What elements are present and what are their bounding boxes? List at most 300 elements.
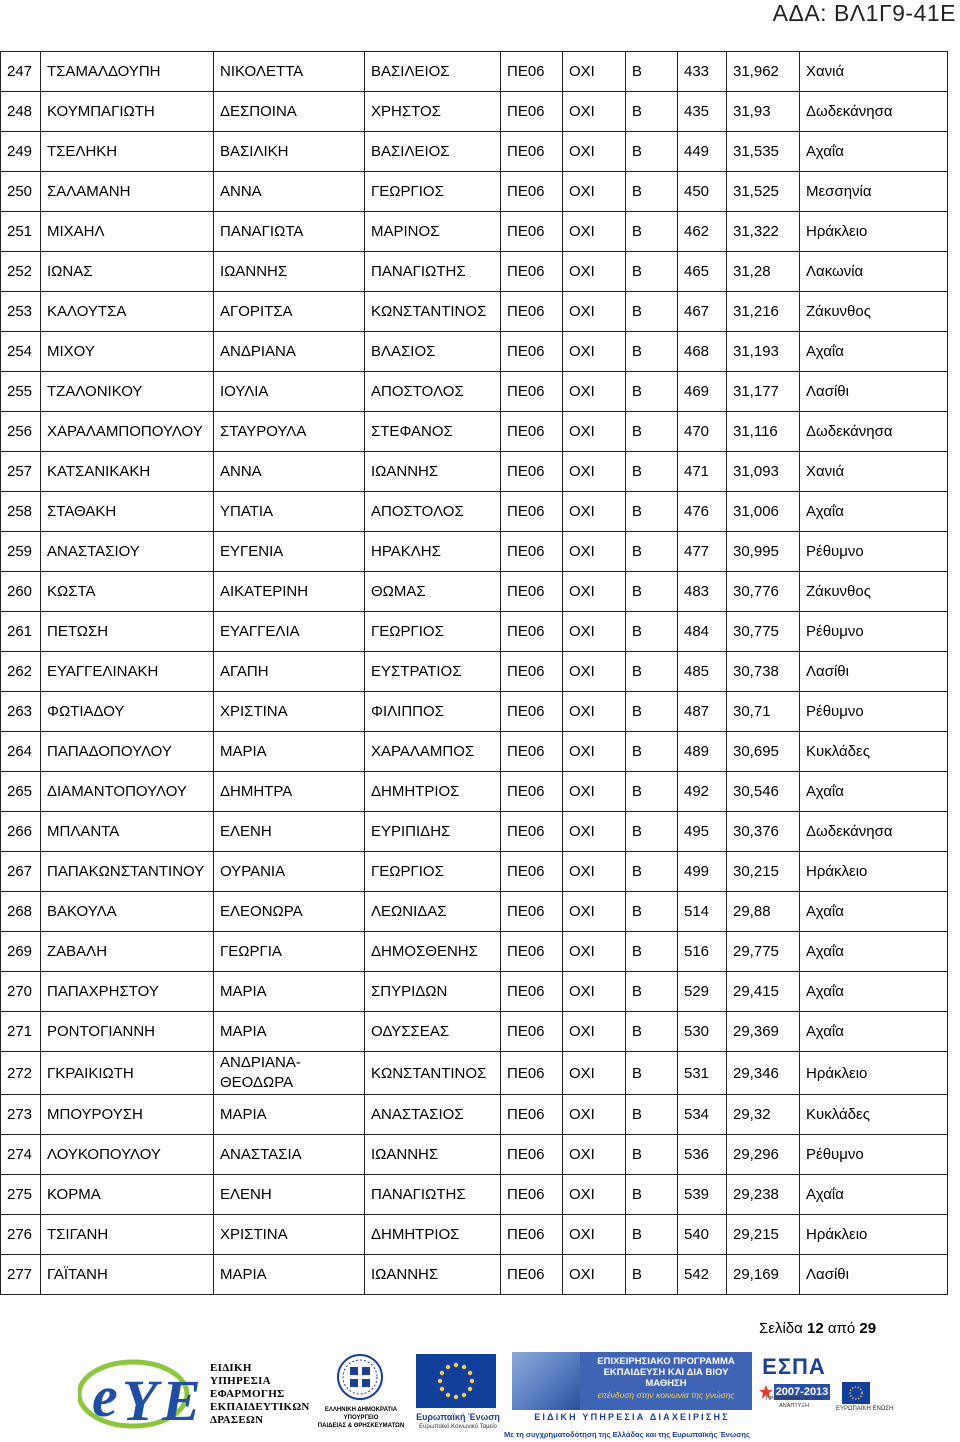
table-row	[1, 252, 948, 292]
cell-specialty: ΠΕ06	[501, 572, 563, 612]
cell-first-name: ΠΑΝΑΓΙΩΤΑ	[214, 212, 365, 252]
cell-first-name: ΔΕΣΠΟΙΝΑ	[214, 92, 365, 132]
page-separator: από	[823, 1320, 860, 1337]
cell-first-name: ΕΥΓΕΝΙΑ	[214, 532, 365, 572]
cell-specialty: ΠΕ06	[501, 972, 563, 1012]
cell-rank: 495	[678, 812, 727, 852]
table-row	[1, 132, 948, 172]
cell-row-number: 266	[1, 812, 41, 852]
program-title: ΕΠΙΧΕΙΡΗΣΙΑΚΟ ΠΡΟΓΡΑΜΜΑ ΕΚΠΑΙΔΕΥΣΗ ΚΑΙ ΔΙΑ ΒΙΟΥ ΜΑΘΗΣΗ	[597, 1356, 735, 1389]
cell-surname: ΜΠΛΑΝΤΑ	[41, 812, 214, 852]
cell-region: Δωδεκάνησα	[800, 812, 948, 852]
espa-years: 2007-2013	[775, 1386, 829, 1398]
cell-father-name: ΗΡΑΚΛΗΣ	[365, 532, 501, 572]
cell-region: Ρέθυμνο	[800, 1135, 948, 1175]
cell-row-number: 256	[1, 412, 41, 452]
ministry-line: ΠΑΙΔΕΙΑΣ & ΘΡΗΣΚΕΥΜΑΤΩΝ	[317, 1423, 405, 1429]
cell-rank: 539	[678, 1175, 727, 1215]
cell-father-name: ΠΑΝΑΓΙΩΤΗΣ	[365, 252, 501, 292]
ministry-line: ΕΛΛΗΝΙΚΗ ΔΗΜΟΚΡΑΤΙΑ	[324, 1407, 398, 1413]
cell-flag: ΟΧΙ	[563, 1012, 626, 1052]
cell-father-name: ΧΑΡΑΛΑΜΠΟΣ	[365, 732, 501, 772]
cell-specialty: ΠΕ06	[501, 52, 563, 92]
cell-first-name: ΜΑΡΙΑ	[214, 1095, 365, 1135]
cell-row-number: 269	[1, 932, 41, 972]
cell-score: 31,093	[727, 452, 800, 492]
cell-row-number: 254	[1, 332, 41, 372]
cell-score: 30,546	[727, 772, 800, 812]
svg-text:Y: Y	[122, 1368, 158, 1433]
cell-row-number: 277	[1, 1255, 41, 1295]
cell-region: Λασίθι	[800, 652, 948, 692]
cell-category: Β	[626, 332, 678, 372]
cell-specialty: ΠΕ06	[501, 652, 563, 692]
table-row	[1, 772, 948, 812]
cell-category: Β	[626, 1095, 678, 1135]
cell-specialty: ΠΕ06	[501, 372, 563, 412]
cell-specialty: ΠΕ06	[501, 932, 563, 972]
cell-father-name: ΒΛΑΣΙΟΣ	[365, 332, 501, 372]
cell-category: Β	[626, 252, 678, 292]
cell-rank: 542	[678, 1255, 727, 1295]
cell-specialty: ΠΕ06	[501, 92, 563, 132]
cell-rank: 534	[678, 1095, 727, 1135]
cell-father-name: ΚΩΝΣΤΑΝΤΙΝΟΣ	[365, 1052, 501, 1095]
cell-region: Ρέθυμνο	[800, 532, 948, 572]
cell-score: 29,88	[727, 892, 800, 932]
page-current: 12	[806, 1320, 824, 1337]
cell-score: 31,962	[727, 52, 800, 92]
cell-row-number: 265	[1, 772, 41, 812]
cell-flag: ΟΧΙ	[563, 972, 626, 1012]
table-row	[1, 1175, 948, 1215]
cell-region: Λασίθι	[800, 1255, 948, 1295]
table-row	[1, 692, 948, 732]
cell-specialty: ΠΕ06	[501, 212, 563, 252]
cell-specialty: ΠΕ06	[501, 532, 563, 572]
cell-rank: 530	[678, 1012, 727, 1052]
cell-first-name: ΕΥΑΓΓΕΛΙΑ	[214, 612, 365, 652]
cell-score: 31,177	[727, 372, 800, 412]
cell-category: Β	[626, 52, 678, 92]
cell-surname: ΖΑΒΑΛΗ	[41, 932, 214, 972]
cell-first-name: ΧΡΙΣΤΙΝΑ	[214, 1215, 365, 1255]
cell-row-number: 274	[1, 1135, 41, 1175]
cell-specialty: ΠΕ06	[501, 732, 563, 772]
cell-region: Αχαΐα	[800, 932, 948, 972]
cell-father-name: ΛΕΩΝΙΔΑΣ	[365, 892, 501, 932]
cell-flag: ΟΧΙ	[563, 1052, 626, 1095]
cell-row-number: 255	[1, 372, 41, 412]
cell-rank: 477	[678, 532, 727, 572]
cell-specialty: ΠΕ06	[501, 812, 563, 852]
cell-father-name: ΑΝΑΣΤΑΣΙΟΣ	[365, 1095, 501, 1135]
cell-surname: ΛΟΥΚΟΠΟΥΛΟΥ	[41, 1135, 214, 1175]
cell-row-number: 268	[1, 892, 41, 932]
cell-score: 30,738	[727, 652, 800, 692]
cell-father-name: ΘΩΜΑΣ	[365, 572, 501, 612]
cell-category: Β	[626, 452, 678, 492]
cell-first-name: ΙΩΑΝΝΗΣ	[214, 252, 365, 292]
cell-specialty: ΠΕ06	[501, 132, 563, 172]
cell-score: 29,775	[727, 932, 800, 972]
cell-region: Ηράκλειο	[800, 212, 948, 252]
cell-surname: ΠΕΤΩΣΗ	[41, 612, 214, 652]
cell-region: Αχαΐα	[800, 1175, 948, 1215]
cell-category: Β	[626, 1215, 678, 1255]
ministry-line: ΥΠΟΥΡΓΕΙΟ	[343, 1415, 379, 1421]
cell-surname: ΤΖΑΛΟΝΙΚΟΥ	[41, 372, 214, 412]
cell-surname: ΧΑΡΑΛΑΜΠΟΠΟΥΛΟΥ	[41, 412, 214, 452]
table-row	[1, 932, 948, 972]
cell-specialty: ΠΕ06	[501, 412, 563, 452]
cell-region: Αχαΐα	[800, 492, 948, 532]
cell-flag: ΟΧΙ	[563, 692, 626, 732]
cell-score: 31,193	[727, 332, 800, 372]
cell-category: Β	[626, 572, 678, 612]
cell-region: Χανιά	[800, 52, 948, 92]
cell-rank: 468	[678, 332, 727, 372]
cell-score: 31,322	[727, 212, 800, 252]
cell-rank: 485	[678, 652, 727, 692]
cell-row-number: 276	[1, 1215, 41, 1255]
cell-region: Ηράκλειο	[800, 1052, 948, 1095]
cell-row-number: 253	[1, 292, 41, 332]
cell-flag: ΟΧΙ	[563, 492, 626, 532]
table-row	[1, 812, 948, 852]
table-row	[1, 172, 948, 212]
cell-rank: 433	[678, 52, 727, 92]
cell-region: Αχαΐα	[800, 972, 948, 1012]
table-row	[1, 212, 948, 252]
cell-category: Β	[626, 212, 678, 252]
cell-category: Β	[626, 732, 678, 772]
cell-specialty: ΠΕ06	[501, 1095, 563, 1135]
cell-surname: ΣΑΛΑΜΑΝΗ	[41, 172, 214, 212]
cell-rank: 536	[678, 1135, 727, 1175]
cell-rank: 531	[678, 1052, 727, 1095]
cell-father-name: ΜΑΡΙΝΟΣ	[365, 212, 501, 252]
cell-first-name: ΕΛΕΝΗ	[214, 1175, 365, 1215]
cell-surname: ΚΟΡΜΑ	[41, 1175, 214, 1215]
cell-specialty: ΠΕ06	[501, 1135, 563, 1175]
cell-specialty: ΠΕ06	[501, 492, 563, 532]
cell-surname: ΓΚΡΑΙΚΙΩΤΗ	[41, 1052, 214, 1095]
table-row	[1, 1052, 948, 1095]
cell-surname: ΔΙΑΜΑΝΤΟΠΟΥΛΟΥ	[41, 772, 214, 812]
cell-category: Β	[626, 492, 678, 532]
cell-rank: 516	[678, 932, 727, 972]
cell-father-name: ΒΑΣΙΛΕΙΟΣ	[365, 132, 501, 172]
cell-specialty: ΠΕ06	[501, 1175, 563, 1215]
cell-row-number: 250	[1, 172, 41, 212]
cell-rank: 467	[678, 292, 727, 332]
cell-flag: ΟΧΙ	[563, 892, 626, 932]
cell-flag: ΟΧΙ	[563, 332, 626, 372]
cell-father-name: ΙΩΑΝΝΗΣ	[365, 1135, 501, 1175]
cell-score: 30,995	[727, 532, 800, 572]
cell-flag: ΟΧΙ	[563, 732, 626, 772]
cell-category: Β	[626, 172, 678, 212]
cell-region: Χανιά	[800, 452, 948, 492]
cell-flag: ΟΧΙ	[563, 612, 626, 652]
cell-row-number: 263	[1, 692, 41, 732]
cell-surname: ΑΝΑΣΤΑΣΙΟΥ	[41, 532, 214, 572]
cell-row-number: 270	[1, 972, 41, 1012]
eu-mini-flag-icon	[842, 1382, 870, 1404]
cell-surname: ΚΩΣΤΑ	[41, 572, 214, 612]
cell-specialty: ΠΕ06	[501, 452, 563, 492]
cell-first-name: ΑΓΟΡΙΤΣΑ	[214, 292, 365, 332]
cell-father-name: ΣΤΕΦΑΝΟΣ	[365, 412, 501, 452]
cell-score: 31,006	[727, 492, 800, 532]
cell-specialty: ΠΕ06	[501, 1255, 563, 1295]
cell-score: 30,376	[727, 812, 800, 852]
table-row	[1, 572, 948, 612]
cell-specialty: ΠΕ06	[501, 292, 563, 332]
cell-region: Αχαΐα	[800, 892, 948, 932]
cell-father-name: ΠΑΝΑΓΙΩΤΗΣ	[365, 1175, 501, 1215]
cell-flag: ΟΧΙ	[563, 132, 626, 172]
cell-region: Ηράκλειο	[800, 852, 948, 892]
cell-category: Β	[626, 412, 678, 452]
cell-surname: ΠΑΠΑΚΩΝΣΤΑΝΤΙΝΟΥ	[41, 852, 214, 892]
cell-rank: 483	[678, 572, 727, 612]
cell-surname: ΠΑΠΑΔΟΠΟΥΛΟΥ	[41, 732, 214, 772]
espa-caption: ΠΡΟΓΡΑΜΜΑ ΓΙΑ ΤΗΝ ΑΝΑΠΤΥΞΗ	[765, 1396, 823, 1409]
cell-rank: 492	[678, 772, 727, 812]
page-prefix: Σελίδα	[759, 1320, 807, 1337]
eye-logo-icon	[78, 1354, 203, 1436]
cell-father-name: ΕΥΣΤΡΑΤΙΟΣ	[365, 652, 501, 692]
cell-score: 31,525	[727, 172, 800, 212]
cell-row-number: 252	[1, 252, 41, 292]
cell-flag: ΟΧΙ	[563, 1175, 626, 1215]
cell-father-name: ΓΕΩΡΓΙΟΣ	[365, 852, 501, 892]
table-row	[1, 892, 948, 932]
program-banner	[512, 1352, 752, 1410]
greek-emblem-icon	[330, 1352, 390, 1402]
cell-region: Ζάκυνθος	[800, 292, 948, 332]
cell-surname: ΠΑΠΑΧΡΗΣΤΟΥ	[41, 972, 214, 1012]
cell-first-name: ΔΗΜΗΤΡΑ	[214, 772, 365, 812]
cell-flag: ΟΧΙ	[563, 212, 626, 252]
cell-rank: 499	[678, 852, 727, 892]
cell-category: Β	[626, 612, 678, 652]
cell-rank: 450	[678, 172, 727, 212]
cell-category: Β	[626, 532, 678, 572]
cell-first-name: ΕΛΕΟΝΩΡΑ	[214, 892, 365, 932]
cell-category: Β	[626, 1175, 678, 1215]
cell-region: Ρέθυμνο	[800, 612, 948, 652]
cell-row-number: 257	[1, 452, 41, 492]
cell-region: Αχαΐα	[800, 332, 948, 372]
cell-specialty: ΠΕ06	[501, 852, 563, 892]
table-row	[1, 452, 948, 492]
table-row	[1, 492, 948, 532]
cell-father-name: ΒΑΣΙΛΕΙΟΣ	[365, 52, 501, 92]
cell-row-number: 272	[1, 1052, 41, 1095]
cell-region: Αχαΐα	[800, 132, 948, 172]
cell-specialty: ΠΕ06	[501, 172, 563, 212]
cell-specialty: ΠΕ06	[501, 1052, 563, 1095]
cell-rank: 514	[678, 892, 727, 932]
cell-score: 29,169	[727, 1255, 800, 1295]
cell-first-name: ΥΠΑΤΙΑ	[214, 492, 365, 532]
table-row	[1, 852, 948, 892]
cell-score: 30,71	[727, 692, 800, 732]
cell-first-name: ΣΤΑΥΡΟΥΛΑ	[214, 412, 365, 452]
cell-score: 29,296	[727, 1135, 800, 1175]
cell-father-name: ΓΕΩΡΓΙΟΣ	[365, 172, 501, 212]
cell-specialty: ΠΕ06	[501, 1215, 563, 1255]
cell-father-name: ΔΗΜΗΤΡΙΟΣ	[365, 772, 501, 812]
cell-category: Β	[626, 92, 678, 132]
cell-surname: ΡΟΝΤΟΓΙΑΝΝΗ	[41, 1012, 214, 1052]
cell-rank: 540	[678, 1215, 727, 1255]
cell-row-number: 271	[1, 1012, 41, 1052]
cell-specialty: ΠΕ06	[501, 772, 563, 812]
cell-category: Β	[626, 892, 678, 932]
cell-first-name: ΑΙΚΑΤΕΡΙΝΗ	[214, 572, 365, 612]
cell-rank: 489	[678, 732, 727, 772]
ada-code: ΑΔΑ: ΒΛ1Γ9-41Ε	[772, 0, 956, 26]
cell-region: Αχαΐα	[800, 1012, 948, 1052]
cell-flag: ΟΧΙ	[563, 52, 626, 92]
eye-text-line: ΕΚΠΑΙΔΕΥΤΙΚΩΝ	[210, 1401, 310, 1413]
page-total: 29	[859, 1320, 877, 1337]
footer-logos	[0, 1346, 960, 1442]
cell-category: Β	[626, 292, 678, 332]
cell-first-name: ΑΝΔΡΙΑΝΑ	[214, 332, 365, 372]
cell-first-name: ΟΥΡΑΝΙΑ	[214, 852, 365, 892]
cell-score: 30,775	[727, 612, 800, 652]
cell-father-name: ΣΠΥΡΙΔΩΝ	[365, 972, 501, 1012]
cell-father-name: ΕΥΡΙΠΙΔΗΣ	[365, 812, 501, 852]
table-row	[1, 1095, 948, 1135]
cell-surname: ΕΥΑΓΓΕΛΙΝΑΚΗ	[41, 652, 214, 692]
cell-surname: ΣΤΑΘΑΚΗ	[41, 492, 214, 532]
eye-text	[210, 1362, 320, 1427]
cell-flag: ΟΧΙ	[563, 812, 626, 852]
cell-score: 29,369	[727, 1012, 800, 1052]
table-row	[1, 52, 948, 92]
cell-row-number: 261	[1, 612, 41, 652]
cell-category: Β	[626, 692, 678, 732]
cell-surname: ΒΑΚΟΥΛΑ	[41, 892, 214, 932]
cell-score: 31,93	[727, 92, 800, 132]
cell-first-name: ΧΡΙΣΤΙΝΑ	[214, 692, 365, 732]
cell-father-name: ΑΠΟΣΤΟΛΟΣ	[365, 492, 501, 532]
cell-surname: ΚΟΥΜΠΑΓΙΩΤΗ	[41, 92, 214, 132]
cell-score: 31,216	[727, 292, 800, 332]
cell-father-name: ΟΔΥΣΣΕΑΣ	[365, 1012, 501, 1052]
cell-first-name: ΑΝΔΡΙΑΝΑ-​ΘΕΟΔΩΡΑ	[214, 1052, 365, 1095]
eye-text-line: ΕΦΑΡΜΟΓΗΣ	[210, 1388, 285, 1400]
cell-region: Ρέθυμνο	[800, 692, 948, 732]
cell-score: 31,535	[727, 132, 800, 172]
table-row	[1, 1135, 948, 1175]
table-row	[1, 1215, 948, 1255]
cell-row-number: 249	[1, 132, 41, 172]
cell-father-name: ΙΩΑΝΝΗΣ	[365, 452, 501, 492]
eu-fund: Ευρωπαϊκό Κοινωνικό Ταμείο	[419, 1424, 497, 1430]
cell-flag: ΟΧΙ	[563, 852, 626, 892]
cell-first-name: ΑΓΑΠΗ	[214, 652, 365, 692]
results-table	[0, 51, 948, 1295]
page-number	[759, 1320, 876, 1337]
cell-first-name: ΝΙΚΟΛΕΤΤΑ	[214, 52, 365, 92]
cell-category: Β	[626, 1255, 678, 1295]
cell-flag: ΟΧΙ	[563, 372, 626, 412]
cell-region: Μεσσηνία	[800, 172, 948, 212]
table-row	[1, 292, 948, 332]
cell-category: Β	[626, 972, 678, 1012]
cell-surname: ΙΩΝΑΣ	[41, 252, 214, 292]
cell-score: 31,28	[727, 252, 800, 292]
cell-first-name: ΑΝΑΣΤΑΣΙΑ	[214, 1135, 365, 1175]
cell-row-number: 275	[1, 1175, 41, 1215]
cell-flag: ΟΧΙ	[563, 452, 626, 492]
cell-category: Β	[626, 1052, 678, 1095]
ministry-text	[308, 1406, 414, 1430]
cell-score: 29,215	[727, 1215, 800, 1255]
cell-flag: ΟΧΙ	[563, 652, 626, 692]
cell-father-name: ΧΡΗΣΤΟΣ	[365, 92, 501, 132]
cell-specialty: ΠΕ06	[501, 892, 563, 932]
cell-row-number: 273	[1, 1095, 41, 1135]
table-row	[1, 332, 948, 372]
table-row	[1, 972, 948, 1012]
cell-row-number: 267	[1, 852, 41, 892]
cell-father-name: ΔΗΜΟΣΘΕΝΗΣ	[365, 932, 501, 972]
cell-score: 29,238	[727, 1175, 800, 1215]
cell-score: 30,695	[727, 732, 800, 772]
cell-specialty: ΠΕ06	[501, 1012, 563, 1052]
eye-text-line: ΥΠΗΡΕΣΙΑ	[210, 1375, 271, 1387]
cell-surname: ΜΠΟΥΡΟΥΣΗ	[41, 1095, 214, 1135]
cell-rank: 462	[678, 212, 727, 252]
cell-specialty: ΠΕ06	[501, 332, 563, 372]
svg-text:e: e	[92, 1364, 118, 1429]
cell-flag: ΟΧΙ	[563, 1135, 626, 1175]
eye-text-line: ΕΙΔΙΚΗ	[210, 1362, 252, 1374]
cell-flag: ΟΧΙ	[563, 572, 626, 612]
table-row	[1, 412, 948, 452]
cell-first-name: ΑΝΝΑ	[214, 452, 365, 492]
cell-father-name: ΓΕΩΡΓΙΟΣ	[365, 612, 501, 652]
cell-flag: ΟΧΙ	[563, 532, 626, 572]
program-photo	[512, 1352, 580, 1410]
eu-mini-text: ΕΥΡΩΠΑΪΚΗ ΕΝΩΣΗ	[836, 1406, 894, 1412]
cell-row-number: 248	[1, 92, 41, 132]
table-row	[1, 92, 948, 132]
cell-score: 30,215	[727, 852, 800, 892]
cell-flag: ΟΧΙ	[563, 92, 626, 132]
cell-flag: ΟΧΙ	[563, 252, 626, 292]
cell-father-name: ΑΠΟΣΤΟΛΟΣ	[365, 372, 501, 412]
cell-flag: ΟΧΙ	[563, 772, 626, 812]
cell-first-name: ΜΑΡΙΑ	[214, 1012, 365, 1052]
cell-father-name: ΙΩΑΝΝΗΣ	[365, 1255, 501, 1295]
cell-father-name: ΚΩΝΣΤΑΝΤΙΝΟΣ	[365, 292, 501, 332]
cell-rank: 435	[678, 92, 727, 132]
cell-surname: ΤΣΙΓΑΝΗ	[41, 1215, 214, 1255]
cell-row-number: 247	[1, 52, 41, 92]
cell-category: Β	[626, 932, 678, 972]
table-row	[1, 1012, 948, 1052]
cell-flag: ΟΧΙ	[563, 932, 626, 972]
